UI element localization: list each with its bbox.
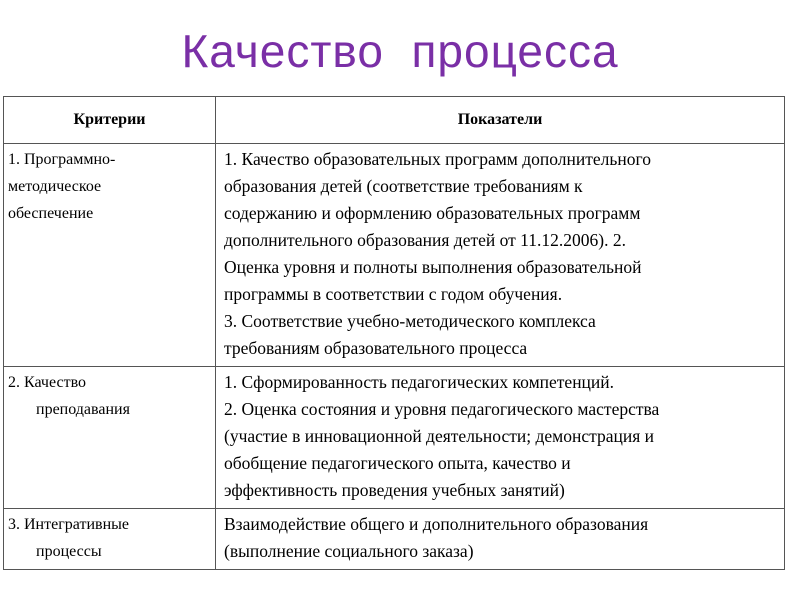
criteria-text-line: 1. Программно- [8, 151, 116, 168]
indicator-text-line: Взаимодействие общего и дополнительного образования [224, 514, 649, 534]
table-row [4, 144, 785, 367]
table-row [4, 509, 785, 570]
criteria-cell [4, 509, 216, 570]
indicators-column-header: Показатели [216, 97, 785, 144]
criteria-text-line: 3. Интегративные [8, 516, 129, 533]
indicator-cell [216, 509, 785, 570]
table-header-row [4, 97, 785, 144]
criteria-column-header: Критерии [4, 97, 216, 144]
criteria-text-line: методическое [8, 178, 102, 195]
criteria-text-line: преподавания [36, 401, 130, 418]
indicator-cell [216, 367, 785, 509]
indicator-text-line: обобщение педагогического опыта, качество и [224, 453, 571, 473]
criteria-text-line: обеспечение [8, 205, 94, 222]
criteria-cell [4, 367, 216, 509]
indicator-text-line: 2. Оценка состояния и уровня педагогического мастерства [224, 399, 660, 419]
indicator-cell [216, 144, 785, 367]
indicator-text-line: 3. Соответствие учебно-методического комплекса [224, 311, 596, 331]
indicator-text-line: эффективность проведения учебных занятий) [224, 480, 565, 500]
indicator-text-line: требованиям образовательного процесса [224, 338, 528, 358]
slide-title: Качество процесса [181, 25, 619, 77]
table-row [4, 367, 785, 509]
indicator-text-line: дополнительного образования детей от 11.12.2006). 2. [224, 230, 626, 250]
criteria-table [3, 96, 785, 570]
indicator-text-line: Оценка уровня и полноты выполнения образовательной [224, 257, 642, 277]
indicator-text-line: содержанию и оформлению образовательных программ [224, 203, 641, 223]
indicator-text-line: 1. Качество образовательных программ дополнительного [224, 149, 651, 169]
indicator-text-line: программы в соответствии с годом обучения. [224, 284, 563, 304]
criteria-text-line: процессы [36, 543, 102, 560]
criteria-cell [4, 144, 216, 367]
criteria-text-line: 2. Качество [8, 374, 87, 391]
indicator-text-line: образования детей (соответствие требованиям к [224, 176, 583, 196]
indicator-text-line: (выполнение социального заказа) [224, 541, 474, 561]
indicator-text-line: 1. Сформированность педагогических компетенций. [224, 372, 615, 392]
indicator-text-line: (участие в инновационной деятельности; демонстрация и [224, 426, 654, 446]
